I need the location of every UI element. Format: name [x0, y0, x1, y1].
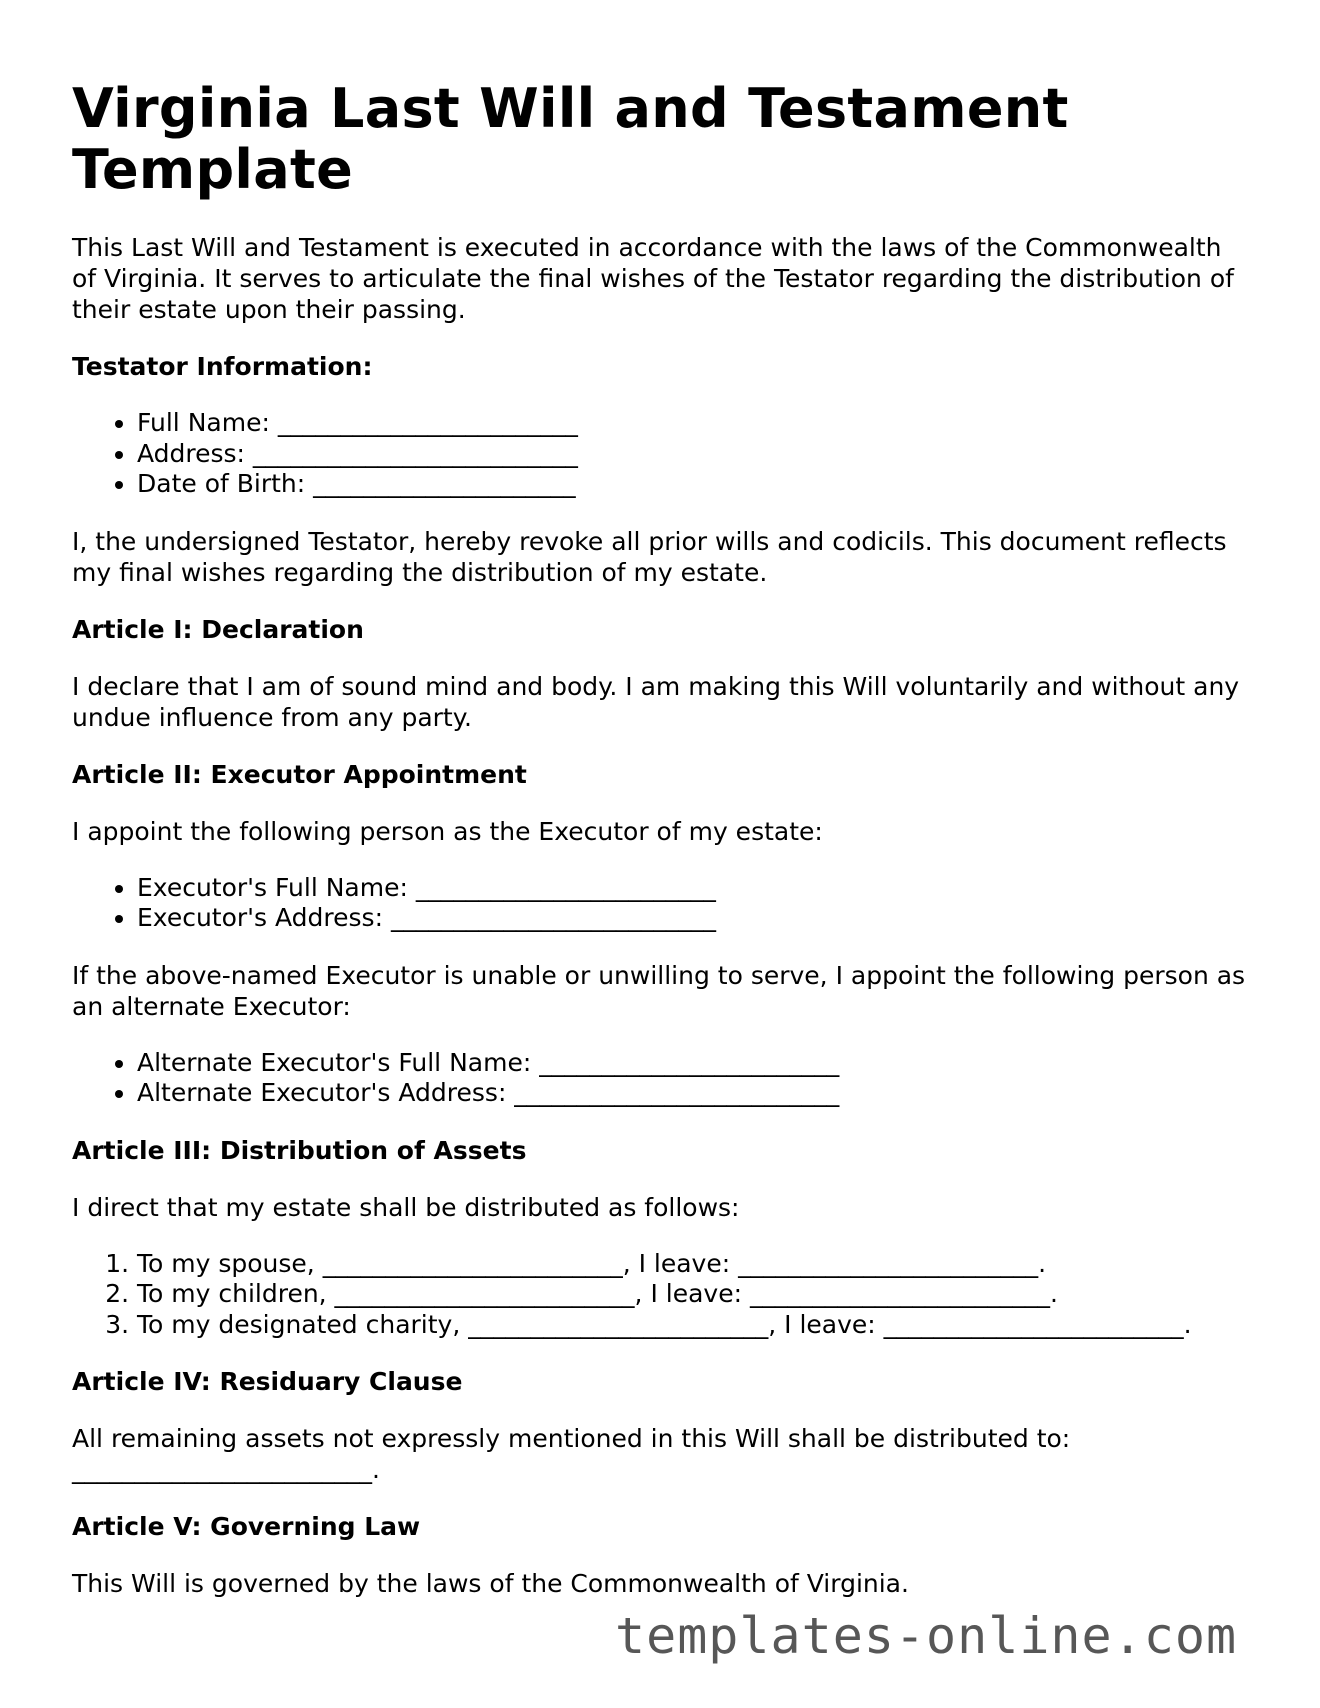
article-2-heading: Article II: Executor Appointment: [72, 759, 527, 789]
executor-address: • Executor's Address: __________________________: [137, 903, 1252, 934]
testator-list: [72, 408, 1252, 500]
article-1-text: I declare that I am of sound mind and body. I am making this Will voluntarily and without any undue influence from any party.: [72, 671, 1240, 732]
distribution-spouse: 1. To my spouse, ________________________, I leave: ________________________.: [137, 1249, 1252, 1280]
article-5-text: This Will is governed by the laws of the Commonwealth of Virginia.: [72, 1569, 909, 1598]
testator-address: • Address: __________________________: [137, 439, 1252, 470]
article-4-text: All remaining assets not expressly mentioned in this Will shall be distributed to: ________________________.: [72, 1424, 1071, 1484]
document-title: Virginia Last Will and Testament Template: [72, 77, 1069, 201]
intro-paragraph: This Last Will and Testament is executed in accordance with the laws of the Commonwealth of Virginia. It serves to articulate the final wishes of the Testator regarding the distribution of their estate upon their passing.: [72, 233, 1234, 324]
article-4-heading: Article IV: Residuary Clause: [72, 1367, 463, 1396]
testator-date-of-birth: • Date of Birth: _____________________: [137, 469, 1252, 500]
testator-heading: Testator Information:: [72, 352, 373, 381]
document-page: [72, 78, 1252, 1625]
alternate-executor-full-name: • Alternate Executor's Full Name: ________________________: [137, 1048, 1252, 1079]
executor-full-name: • Executor's Full Name: ________________________: [137, 873, 1252, 904]
revocation-paragraph: I, the undersigned Testator, hereby revoke all prior wills and codicils. This document reflects my final wishes regarding the distribution of my estate.: [72, 526, 1227, 587]
alternate-executor-list: [72, 1048, 1252, 1109]
testator-full-name: • Full Name: ________________________: [137, 408, 1252, 439]
distribution-children: 2. To my children, ________________________, I leave: ________________________.: [137, 1279, 1252, 1310]
article-5-heading: Article V: Governing Law: [72, 1512, 421, 1541]
alternate-executor-address: • Alternate Executor's Address: __________________________: [137, 1078, 1252, 1109]
distribution-list: [72, 1249, 1252, 1341]
executor-list: [72, 873, 1252, 934]
alternate-executor-text: If the above-named Executor is unable or unwilling to serve, I appoint the following person as an alternate Executor:: [72, 960, 1246, 1021]
distribution-charity: 3. To my designated charity, ________________________, I leave: ________________________.: [137, 1310, 1252, 1341]
article-1-heading: Article I: Declaration: [72, 614, 364, 644]
watermark: templates-online.com: [615, 1607, 1238, 1665]
article-3-text: I direct that my estate shall be distributed as follows:: [72, 1192, 740, 1222]
article-3-heading: Article III: Distribution of Assets: [72, 1135, 527, 1165]
article-2-text: I appoint the following person as the Executor of my estate:: [72, 816, 823, 846]
